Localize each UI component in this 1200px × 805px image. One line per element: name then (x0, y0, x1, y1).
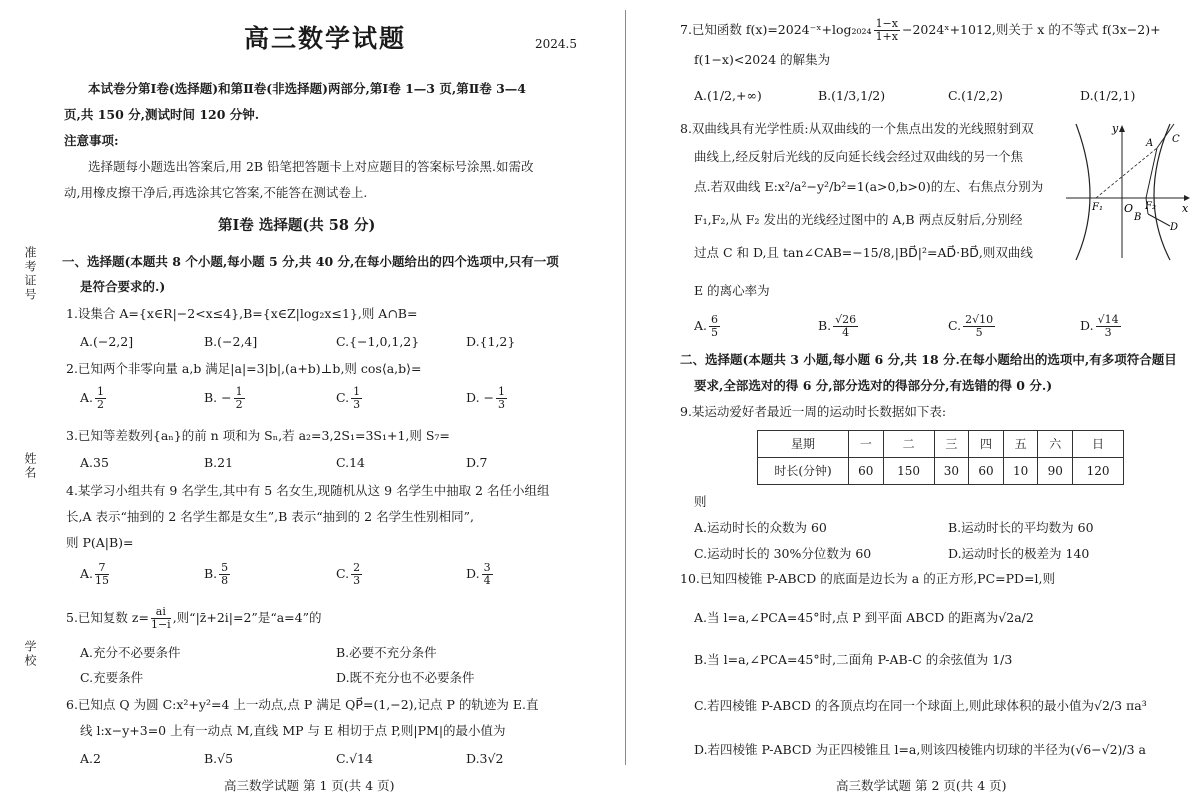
q1-option-c: C.{−1,0,1,2} (336, 334, 420, 349)
intro-block (64, 76, 584, 206)
q8-stem-3: 点.若双曲线 E:x²/a²−y²/b²=1(a>0,b>0)的左、右焦点分别为 (694, 179, 1044, 194)
q8-c-den: 5 (975, 326, 983, 340)
q6-option-c: C.√14 (336, 751, 373, 766)
fig-label-o: O (1124, 202, 1134, 215)
q4-stem-1: 4.某学习小组共有 9 名学生,其中有 5 名女生,现随机从这 9 名学生中抽取 2 名任小组组 (66, 483, 550, 498)
q9-cell: 五 (1003, 431, 1038, 458)
q8-d-label: D. (1080, 318, 1094, 334)
notice-heading: 注意事项: (64, 133, 119, 148)
q4-c-frac (351, 562, 362, 587)
q8-b-num: √26 (835, 313, 857, 326)
q10-option-c: C.若四棱锥 P-ABCD 的各顶点均在同一个球面上,则此球体积的最小值为√2/3 πa³ (694, 698, 1147, 713)
q8-stem-1: 8.双曲线具有光学性质:从双曲线的一个焦点出发的光线照射到双 (680, 121, 1034, 136)
q9-cell: 四 (969, 431, 1004, 458)
notice-line-1: 选择题每小题选出答案后,用 2B 铅笔把答题卡上对应题目的答案标号涂黑.如需改 (88, 159, 534, 174)
q5-option-a: A.充分不必要条件 (80, 645, 181, 660)
q3-option-d: D.7 (466, 455, 488, 470)
footer-left: 高三数学试题 第 1 页(共 4 页) (224, 778, 395, 793)
q9-cell: 二 (883, 431, 934, 458)
q2-b-den: 2 (235, 398, 243, 412)
q5-stem (66, 606, 321, 631)
q9-cell: 150 (883, 458, 934, 485)
hyperbola-figure (1062, 118, 1192, 263)
q7-log-num: 1−x (875, 17, 898, 30)
fig-label-y: y (1112, 122, 1119, 135)
q1-stem: 1.设集合 A={x∈R|−2<x≤4},B={x∈Z|log₂x≤1},则 A∩B= (66, 306, 418, 321)
q9-cell: 10 (1003, 458, 1038, 485)
q7-stem-2: f(1−x)<2024 的解集为 (694, 52, 831, 67)
q2-b-label: B. − (204, 390, 232, 406)
q8-b-frac (833, 314, 858, 339)
left-branch (1076, 124, 1090, 260)
section2-heading-2: 要求,全部选对的得 6 分,部分选对的得部分分,有选错的得 0 分.) (694, 378, 1053, 393)
q1-option-b: B.(−2,4] (204, 334, 258, 349)
section1-title: 第Ⅰ卷 选择题(共 58 分) (218, 217, 376, 234)
q7-option-c: C.(1/2,2) (948, 88, 1003, 103)
q5-z-frac (151, 606, 171, 631)
q9-table (757, 430, 1124, 485)
q2-c-label: C. (336, 390, 350, 406)
q10-option-d: D.若四棱锥 P-ABCD 为正四棱锥且 l=a,则该四棱锥内切球的半径为(√6−√2)/3 a (694, 742, 1147, 757)
q2-a-num: 1 (97, 385, 105, 398)
q9-cell: 60 (969, 458, 1004, 485)
q8-stem-2: 曲线上,经反射后光线的反向延长线会经过双曲线的另一个焦 (694, 149, 1023, 164)
q8-stem-4: F₁,F₂,从 F₂ 发出的光线经过图中的 A,B 两点反射后,分别经 (694, 212, 1023, 227)
q9-cell: 30 (934, 458, 969, 485)
q7-option-a: A.(1/2,+∞) (694, 88, 762, 103)
q2-option-d (466, 386, 509, 411)
q7-log-frac (874, 18, 900, 43)
q9-cell: 60 (849, 458, 884, 485)
q5-z-num: ai (151, 606, 171, 619)
right-branch (1154, 124, 1170, 260)
fig-label-f1: F₁ (1092, 202, 1103, 213)
q9-option-c: C.运动时长的 30%分位数为 60 (694, 546, 872, 561)
q2-option-c (336, 386, 364, 411)
q4-b-den: 8 (221, 574, 229, 588)
section2-heading-1: 二、选择题(本题共 3 小题,每小题 6 分,共 18 分.在每小题给出的选项中,有多项符合题目 (680, 352, 1177, 367)
q9-option-b: B.运动时长的平均数为 60 (948, 520, 1094, 535)
q7-stem-pre: 7.已知函数 f(x)=2024⁻ˣ+log₂₀₂₄ (680, 22, 872, 38)
q2-c-den: 3 (353, 398, 361, 412)
q4-c-label: C. (336, 566, 350, 582)
q6-stem-1: 6.已知点 Q 为圆 C:x²+y²=4 上一动点,点 P 满足 QP⃗=(1,−2),记点 P 的轨迹为 E.直 (66, 697, 539, 712)
page-title: 高三数学试题 (244, 24, 407, 53)
sidebar-name-label: 姓名 (23, 452, 37, 480)
sidebar-school-label: 学校 (23, 640, 37, 668)
fig-label-a: A (1146, 138, 1154, 149)
q2-d-label: D. − (466, 390, 494, 406)
q2-b-frac (234, 386, 245, 411)
q2-d-num: 1 (498, 385, 505, 398)
q4-option-d (466, 562, 495, 587)
q4-d-label: D. (466, 566, 480, 582)
notice-line-2: 动,用橡皮擦干净后,再选涂其它答案,不能答在测试卷上. (64, 185, 368, 200)
q8-a-num: 6 (711, 313, 719, 326)
q8-b-label: B. (818, 318, 832, 334)
intro-line-2: 页,共 150 分,测试时间 120 分钟. (64, 107, 260, 122)
q4-stem-3: 则 P(A|B)= (66, 535, 134, 550)
section1-heading-1: 一、选择题(本题共 8 个小题,每小题 5 分,共 40 分,在每小题给出的四个选项中,只有一项 (62, 254, 559, 269)
q9-cell: 日 (1073, 431, 1124, 458)
q1-option-d: D.{1,2} (466, 334, 516, 349)
q5-option-d: D.既不充分也不必要条件 (336, 670, 475, 685)
exam-date: 2024.5 (535, 37, 577, 51)
q10-option-a: A.当 l=a,∠PCA=45°时,点 P 到平面 ABCD 的距离为√2a/2 (694, 610, 1034, 625)
q2-b-num: 1 (235, 385, 243, 398)
q8-a-frac (709, 314, 720, 339)
q5-stem-post: ,则“|z̄+2i|=2”是“a=4”的 (172, 610, 322, 626)
q2-a-label: A. (80, 390, 94, 406)
q4-b-num: 5 (221, 561, 229, 574)
q1-option-a: A.(−2,2] (80, 334, 134, 349)
q8-a-label: A. (694, 318, 708, 334)
fig-label-f2: F₂ (1145, 201, 1156, 212)
q9-option-a: A.运动时长的众数为 60 (694, 520, 827, 535)
q8-d-num: √14 (1097, 313, 1119, 326)
q4-stem-2: 长,A 表示“抽到的 2 名学生都是女生”,B 表示“抽到的 2 名学生性别相同”, (66, 509, 474, 524)
q2-a-den: 2 (97, 398, 105, 412)
q3-option-b: B.21 (204, 455, 234, 470)
q7-log-den: 1+x (875, 30, 898, 44)
q2-c-frac (351, 386, 362, 411)
q9-cell: 时长(分钟) (758, 458, 849, 485)
q9-table-row-duration (758, 458, 1124, 485)
q5-stem-pre: 5.已知复数 z= (66, 610, 149, 626)
q5-option-b: B.必要不充分条件 (336, 645, 437, 660)
q2-d-frac (496, 386, 507, 411)
q4-c-den: 3 (353, 574, 361, 588)
q2-stem: 2.已知两个非零向量 a,b 满足|a|=3|b|,(a+b)⊥b,则 cos⟨a,b⟩= (66, 361, 422, 376)
q8-d-den: 3 (1104, 326, 1112, 340)
q4-d-den: 4 (483, 574, 491, 588)
q9-cell: 120 (1073, 458, 1124, 485)
q8-b-den: 4 (842, 326, 850, 340)
q8-c-frac (963, 314, 995, 339)
q6-option-a: A.2 (80, 751, 101, 766)
q4-option-b (204, 562, 232, 587)
q7-option-b: B.(1/3,1/2) (818, 88, 886, 103)
fig-label-b: B (1134, 212, 1142, 223)
sidebar-ticket-label: 准考证号 (23, 246, 37, 302)
q7-stem-post: −2024ˣ+1012,则关于 x 的不等式 f(3x−2)+ (901, 22, 1161, 38)
q8-c-label: C. (948, 318, 962, 334)
q3-option-c: C.14 (336, 455, 365, 470)
q9-cell: 星期 (758, 431, 849, 458)
q4-a-den: 15 (95, 574, 110, 588)
q9-cell: 一 (849, 431, 884, 458)
q8-option-d (1080, 314, 1123, 339)
q9-cell: 六 (1038, 431, 1073, 458)
q4-option-a (80, 562, 111, 587)
q3-option-a: A.35 (80, 455, 109, 470)
q9-option-d: D.运动时长的极差为 140 (948, 546, 1090, 561)
q4-c-num: 2 (353, 561, 361, 574)
q6-stem-2: 线 l:x−y+3=0 上有一动点 M,直线 MP 与 E 相切于点 P,则|PM|的最小值为 (80, 723, 506, 738)
q7-stem-1 (680, 18, 1161, 43)
q9-stem: 9.某运动爱好者最近一周的运动时长数据如下表: (680, 404, 947, 419)
q2-c-num: 1 (353, 385, 361, 398)
q4-d-num: 3 (483, 561, 491, 574)
q8-c-num: 2√10 (965, 313, 994, 326)
q7-option-d: D.(1/2,1) (1080, 88, 1136, 103)
q10-stem: 10.已知四棱锥 P-ABCD 的底面是边长为 a 的正方形,PC=PD=l,则 (680, 571, 1056, 586)
q8-a-den: 5 (711, 326, 719, 340)
q3-stem: 3.已知等差数列{aₙ}的前 n 项和为 Sₙ,若 a₂=3,2S₁=3S₁+1,则 S₇= (66, 428, 450, 443)
ray-b-d (1148, 214, 1170, 226)
q4-a-frac (95, 562, 109, 587)
q10-option-b: B.当 l=a,∠PCA=45°时,二面角 P-AB-C 的余弦值为 1/3 (694, 652, 1013, 667)
x-axis-arrow (1184, 195, 1190, 201)
intro-line-1: 本试卷分第Ⅰ卷(选择题)和第Ⅱ卷(非选择题)两部分,第Ⅰ卷 1—3 页,第Ⅱ卷 3—4 (88, 81, 526, 96)
q2-option-a (80, 386, 108, 411)
q8-stem-5: 过点 C 和 D,且 tan∠CAB=−15/8,|BD⃗|²=AD⃗·BD⃗,则双曲线 (694, 245, 1033, 260)
q8-option-c (948, 314, 997, 339)
q2-option-b (204, 386, 247, 411)
q4-d-frac (482, 562, 493, 587)
page-divider (625, 10, 626, 765)
fig-label-x: x (1182, 202, 1189, 215)
footer-right: 高三数学试题 第 2 页(共 4 页) (836, 778, 1007, 793)
q6-option-b: B.√5 (204, 751, 234, 766)
q9-cell: 三 (934, 431, 969, 458)
q9-table-row-weekday (758, 431, 1124, 458)
q9-cell: 90 (1038, 458, 1073, 485)
q4-b-label: B. (204, 566, 218, 582)
q8-option-a (694, 314, 722, 339)
q8-option-b (818, 314, 860, 339)
fig-label-d: D (1170, 222, 1179, 233)
q8-d-frac (1096, 314, 1121, 339)
q5-option-c: C.充要条件 (80, 670, 144, 685)
q8-stem-6: E 的离心率为 (694, 283, 770, 298)
q2-d-den: 3 (498, 398, 505, 412)
q4-a-label: A. (80, 566, 94, 582)
q4-option-c (336, 562, 364, 587)
q4-a-num: 7 (95, 562, 109, 575)
section1-heading-2: 是符合要求的.) (80, 279, 166, 294)
q9-then: 则 (694, 494, 707, 509)
q2-a-frac (95, 386, 106, 411)
q6-option-d: D.3√2 (466, 751, 504, 766)
y-axis-arrow (1119, 125, 1125, 132)
q4-b-frac (219, 562, 230, 587)
q5-z-den: 1−i (150, 618, 171, 632)
fig-label-c: C (1172, 134, 1180, 145)
